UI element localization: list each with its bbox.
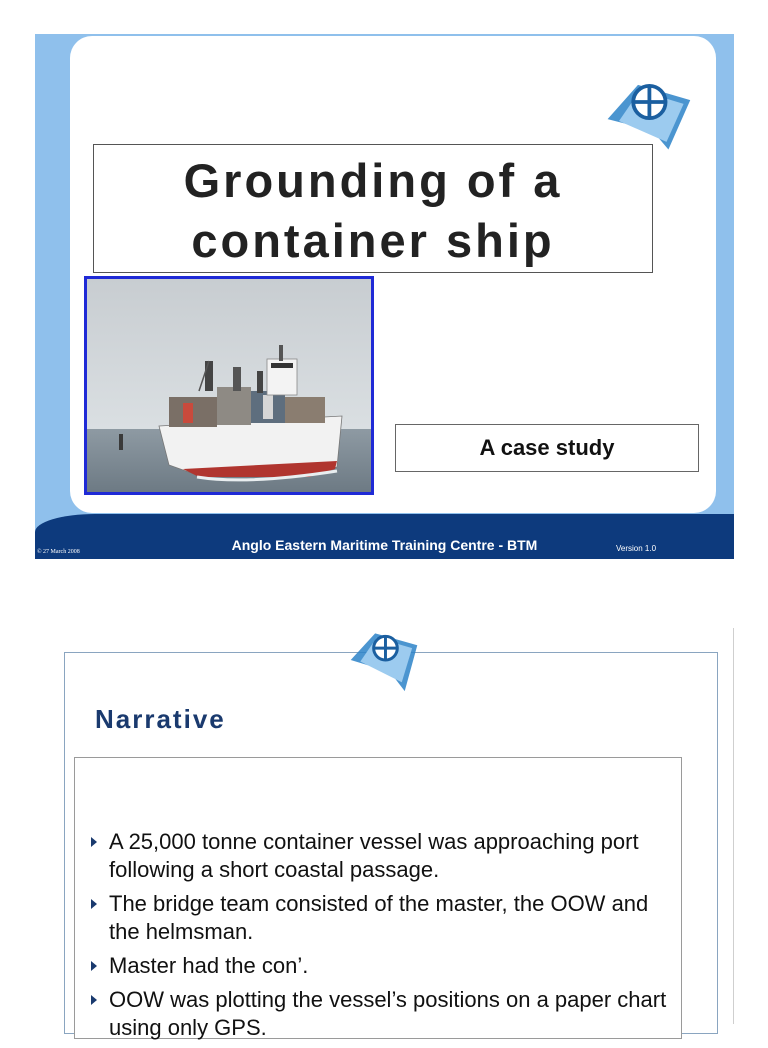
slide-edge <box>733 628 734 1024</box>
bullet-text: Master had the con’. <box>109 953 309 978</box>
list-item <box>91 952 681 980</box>
footer-version: Version 1.0 <box>616 544 657 553</box>
container-ship-photo <box>84 276 374 495</box>
ship-image <box>87 279 371 492</box>
narrative-bullet-list <box>91 828 681 1048</box>
title-box <box>93 144 653 273</box>
bullet-text: OOW was plotting the vessel’s positions on a paper chart using only GPS. <box>109 987 667 1040</box>
slide-title-line1: Grounding of a <box>183 154 563 207</box>
bullet-arrow-icon <box>91 837 97 847</box>
slide-subtitle: A case study <box>479 435 615 460</box>
list-item <box>91 828 681 884</box>
bullet-text: The bridge team consisted of the master, the OOW and the helmsman. <box>109 891 649 944</box>
bullet-arrow-icon <box>91 995 97 1005</box>
company-logo-icon <box>345 623 423 697</box>
list-item <box>91 986 681 1042</box>
title-slide <box>35 34 734 559</box>
bullet-text: A 25,000 tonne container vessel was approaching port following a short coastal passage. <box>109 829 639 882</box>
footer-date: © 27 March 2008 <box>37 549 80 555</box>
list-item <box>91 890 681 946</box>
bullet-arrow-icon <box>91 961 97 971</box>
narrative-heading: Narrative <box>95 704 226 734</box>
footer-title: Anglo Eastern Maritime Training Centre - BTM <box>231 537 538 553</box>
subtitle-box <box>395 424 699 472</box>
bullet-arrow-icon <box>91 899 97 909</box>
slide-title-line2: container ship <box>191 214 555 267</box>
slide-title <box>94 151 652 271</box>
